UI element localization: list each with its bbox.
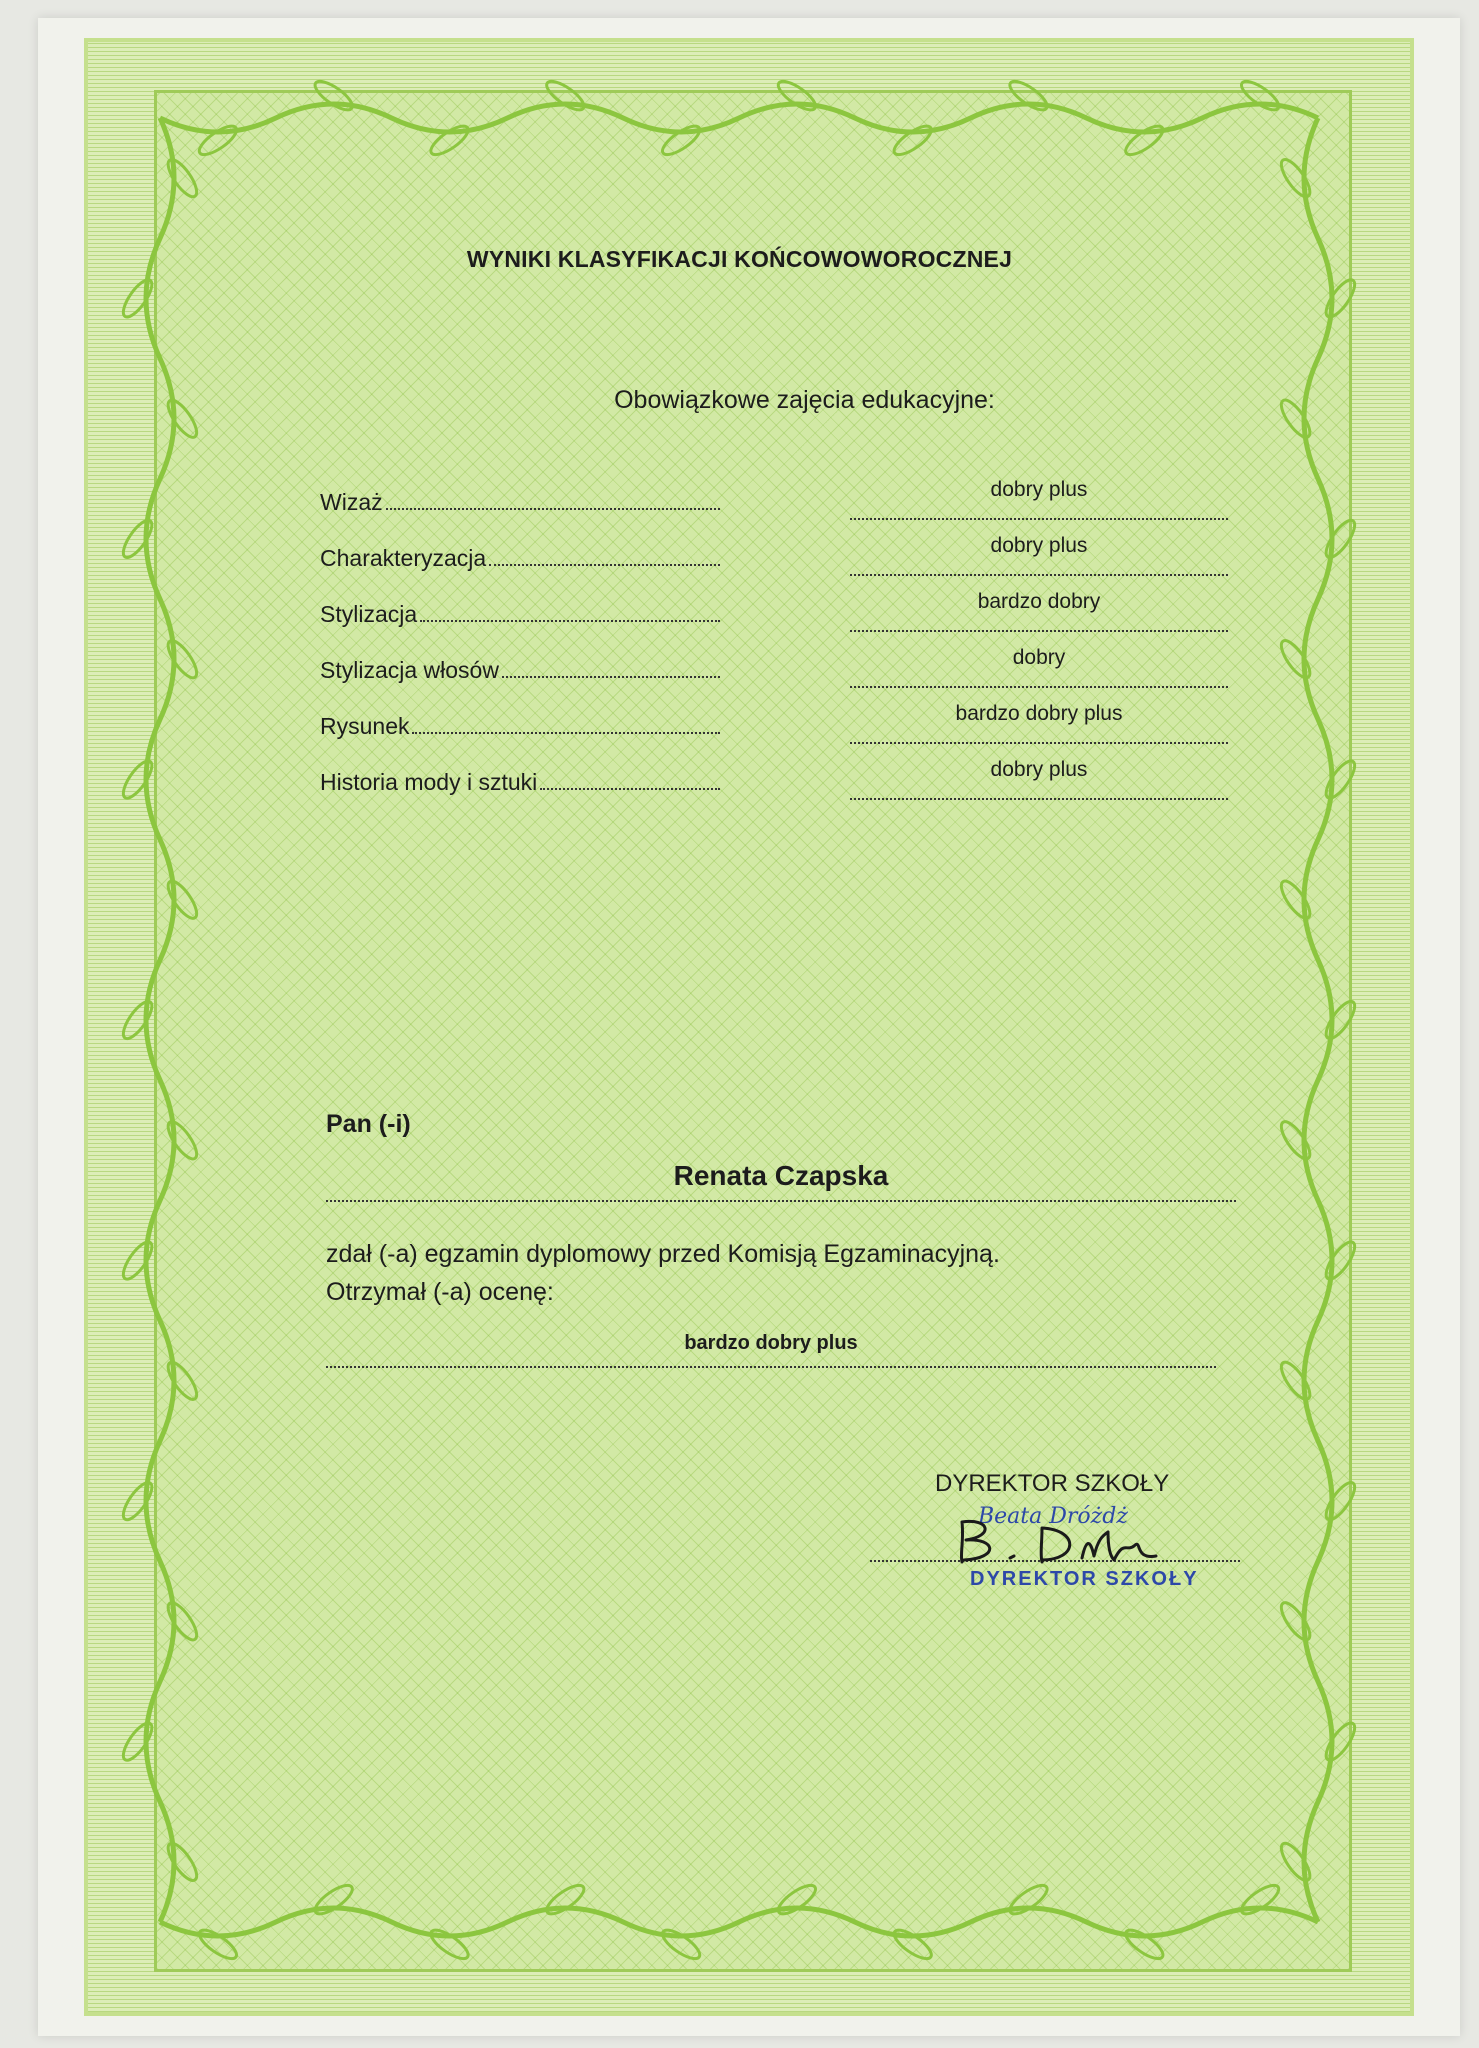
vine-leaf: [311, 1880, 356, 1918]
vine-leaf: [543, 1880, 588, 1918]
vine-leaf: [118, 1719, 156, 1764]
subject-name: Historia mody i sztuki: [320, 769, 538, 795]
director-title: DYREKTOR SZKOŁY: [935, 1470, 1170, 1497]
vine-leaf: [890, 121, 935, 159]
vine-leaf: [195, 121, 240, 159]
vine-leaf: [1276, 1358, 1314, 1403]
subject-grade-field: [850, 478, 1228, 520]
vine-leaf: [1321, 276, 1359, 321]
vine-leaf: [118, 516, 156, 561]
vine-leaf: [163, 1599, 201, 1644]
page-title: WYNIKI KLASYFIKACJI KOŃCOWOWOROCZNEJ: [466, 246, 1013, 272]
vine-leaf: [1321, 1719, 1359, 1764]
vine-leaf: [1237, 1880, 1282, 1918]
final-grade-field: [326, 1332, 1216, 1368]
vine-leaf: [1321, 997, 1359, 1042]
final-grade: bardzo dobry plus: [684, 1332, 858, 1354]
subject-name: Wizaż: [320, 489, 383, 515]
vine-leaf: [1276, 637, 1314, 682]
vine-leaf: [118, 276, 156, 321]
vine-leaf: [1122, 121, 1167, 159]
subject-row: [320, 536, 1230, 576]
vine-leaf: [1321, 1238, 1359, 1283]
stamp-director-title: DYREKTOR SZKOŁY: [970, 1568, 1199, 1590]
vine-leaf: [118, 757, 156, 802]
dotted-leader: [540, 788, 720, 790]
vine-leaf: [427, 1925, 472, 1963]
vine-leaf: [1321, 516, 1359, 561]
stamp-director-name: Beata Dróżdż: [978, 1504, 1128, 1529]
handwritten-signature: [950, 1510, 1200, 1570]
dotted-leader: [489, 564, 720, 566]
received-grade-label: Otrzymał (-a) ocenę:: [326, 1278, 554, 1306]
vine-leaf: [890, 1925, 935, 1963]
vine-leaf: [774, 1880, 819, 1918]
subject-row: [320, 760, 1230, 800]
vine-leaf: [658, 1925, 703, 1963]
vine-leaf: [1122, 1925, 1167, 1963]
vine-leaf: [1276, 1118, 1314, 1163]
vine-leaf: [1321, 1478, 1359, 1523]
vine-leaf: [1237, 76, 1282, 114]
subject-grade-field: [850, 590, 1228, 632]
subject-name: Charakteryzacja: [320, 545, 487, 571]
vine-leaf: [543, 76, 588, 114]
vine-leaf: [163, 155, 201, 200]
subject-name: Stylizacja: [320, 601, 418, 627]
vine-leaf: [1276, 155, 1314, 200]
vine-leaf: [163, 1118, 201, 1163]
subject-grade-field: [850, 534, 1228, 576]
section-subtitle: Obowiązkowe zajęcia edukacyjne:: [614, 386, 995, 414]
vine-leaf: [163, 1358, 201, 1403]
vine-leaf: [118, 997, 156, 1042]
dotted-leader: [386, 508, 720, 510]
subject-grade: bardzo dobry plus: [955, 702, 1123, 725]
vine-leaf: [163, 637, 201, 682]
subject-row: [320, 648, 1230, 688]
subject-row: [320, 592, 1230, 632]
vine-leaf: [1006, 1880, 1051, 1918]
subject-grade: dobry plus: [990, 758, 1088, 781]
vine-leaf: [658, 121, 703, 159]
subject-grade-field: [850, 758, 1228, 800]
subject-row: [320, 704, 1230, 744]
vine-leaf: [311, 76, 356, 114]
vine-leaf: [163, 1839, 201, 1884]
vine-leaf: [118, 1238, 156, 1283]
subject-grade: dobry plus: [990, 534, 1088, 557]
vine-leaf: [1276, 1839, 1314, 1884]
vine-leaf: [1006, 76, 1051, 114]
subject-name: Rysunek: [320, 713, 410, 739]
subject-row: [320, 480, 1230, 520]
subject-grade-field: [850, 646, 1228, 688]
dotted-leader: [420, 620, 720, 622]
vine-leaf: [163, 877, 201, 922]
recipient-name-field: [326, 1160, 1236, 1202]
vine-stem: [160, 104, 1318, 132]
subject-name: Stylizacja włosów: [320, 657, 499, 683]
vine-leaf: [1276, 877, 1314, 922]
recipient-label: Pan (-i): [326, 1110, 411, 1138]
vine-leaf: [195, 1925, 240, 1963]
dotted-leader: [502, 676, 720, 678]
vine-leaf: [774, 76, 819, 114]
subject-grade: dobry plus: [990, 478, 1088, 501]
subject-grade: dobry: [1012, 646, 1066, 669]
subject-grade-field: [850, 702, 1228, 744]
vine-leaf: [118, 1478, 156, 1523]
vine-leaf: [1321, 757, 1359, 802]
subject-grade: bardzo dobry: [977, 590, 1101, 613]
dotted-leader: [412, 732, 720, 734]
vine-leaf: [1276, 1599, 1314, 1644]
recipient-name: Renata Czapska: [673, 1160, 889, 1191]
vine-stem: [160, 1908, 1318, 1936]
vine-leaf: [427, 121, 472, 159]
exam-statement: zdał (-a) egzamin dyplomowy przed Komisją Egzaminacyjną.: [326, 1240, 1000, 1268]
